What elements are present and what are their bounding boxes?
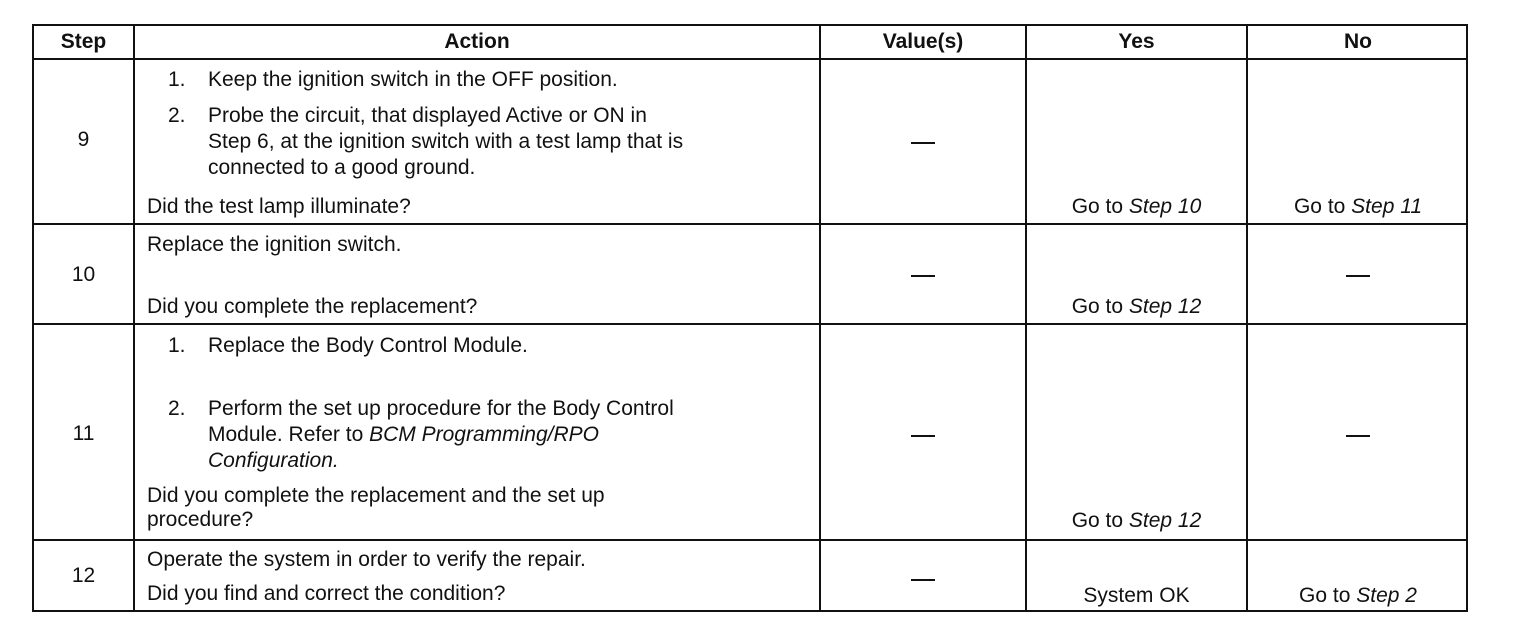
item-number: 2.	[168, 104, 186, 127]
no-cell	[1248, 325, 1468, 539]
yes-prefix: Go to	[1071, 195, 1129, 218]
action-cell	[135, 60, 821, 223]
no-prefix: Go to	[1293, 195, 1352, 218]
bcm-configuration-link[interactable]: Configuration.	[208, 449, 339, 472]
item-text-part: Module. Refer to	[208, 423, 370, 446]
question-line: procedure?	[147, 508, 254, 531]
no-step-link[interactable]: Step 11	[1351, 195, 1423, 218]
header-yes: Yes	[1027, 26, 1248, 58]
step-number: 12	[71, 564, 96, 587]
action-question: Did you find and correct the condition?	[147, 582, 506, 605]
yes-result: System OK	[1083, 584, 1190, 607]
value-dash	[911, 579, 935, 581]
item-number: 1.	[168, 68, 186, 91]
value-cell	[821, 541, 1027, 610]
item-number: 2.	[168, 397, 186, 420]
action-cell	[135, 541, 821, 610]
step-number: 10	[71, 263, 96, 286]
no-cell	[1248, 60, 1468, 223]
yes-cell	[1027, 225, 1248, 323]
value-cell	[821, 325, 1027, 539]
no-prefix: Go to	[1299, 584, 1357, 607]
step-number: 11	[72, 422, 95, 445]
yes-step-link[interactable]: Step 12	[1128, 295, 1202, 318]
yes-goto[interactable]	[1027, 195, 1246, 219]
table-row-step-10	[34, 225, 1466, 325]
value-cell	[821, 60, 1027, 223]
header-action: Action	[135, 26, 821, 58]
yes-cell	[1027, 60, 1248, 223]
action-cell	[135, 325, 821, 539]
table-row-step-12	[34, 541, 1466, 610]
step-cell	[34, 325, 135, 539]
item-text: Keep the ignition switch in the OFF position.	[208, 68, 618, 91]
no-cell	[1248, 541, 1468, 610]
header-step: Step	[34, 26, 135, 58]
action-question: Did you complete the replacement?	[147, 295, 478, 318]
action-question: Did the test lamp illuminate?	[147, 195, 411, 218]
table-header	[34, 26, 1466, 60]
no-dash	[1346, 275, 1370, 277]
value-dash	[911, 435, 935, 437]
header-values: Value(s)	[821, 26, 1027, 58]
no-cell	[1248, 225, 1468, 323]
value-cell	[821, 225, 1027, 323]
bcm-programming-link[interactable]: BCM Programming/RPO	[369, 423, 599, 446]
value-dash	[911, 275, 935, 277]
item-text-line	[208, 448, 674, 474]
table-row-step-11	[34, 325, 1466, 541]
step-cell	[34, 60, 135, 223]
yes-cell	[1027, 325, 1248, 539]
no-dash	[1346, 435, 1370, 437]
action-instruction: Replace the ignition switch.	[147, 233, 402, 256]
table-row-step-9	[34, 60, 1466, 225]
action-cell	[135, 225, 821, 323]
step-number: 9	[77, 128, 90, 151]
no-goto[interactable]	[1248, 584, 1468, 608]
yes-prefix: Go to	[1071, 295, 1129, 318]
item-number: 1.	[168, 334, 186, 357]
yes-goto[interactable]	[1027, 295, 1246, 319]
action-instruction: Operate the system in order to verify the repair.	[147, 548, 586, 571]
action-question	[147, 484, 605, 532]
item-text-line	[208, 422, 674, 448]
question-line: Did you complete the replacement and the set up	[147, 484, 605, 507]
no-step-link[interactable]: Step 2	[1356, 584, 1417, 607]
step-cell	[34, 225, 135, 323]
item-text-block	[208, 103, 683, 181]
value-dash	[911, 142, 935, 144]
yes-goto[interactable]	[1027, 509, 1246, 533]
step-cell	[34, 541, 135, 610]
header-no: No	[1344, 30, 1372, 53]
yes-step-link[interactable]: Step 10	[1128, 195, 1202, 218]
yes-step-link[interactable]: Step 12	[1128, 509, 1202, 532]
item-text-line: Perform the set up procedure for the Body Control	[208, 397, 674, 420]
yes-prefix: Go to	[1071, 509, 1129, 532]
item-text-line: Probe the circuit, that displayed Active or ON in	[208, 104, 647, 127]
item-text-line: connected to a good ground.	[208, 156, 476, 179]
item-text-line: Step 6, at the ignition switch with a test lamp that is	[208, 130, 684, 153]
yes-cell	[1027, 541, 1248, 610]
diagnostic-table	[32, 24, 1468, 612]
item-text-block	[208, 396, 674, 474]
item-text: Replace the Body Control Module.	[208, 334, 528, 357]
no-goto[interactable]	[1248, 195, 1468, 219]
